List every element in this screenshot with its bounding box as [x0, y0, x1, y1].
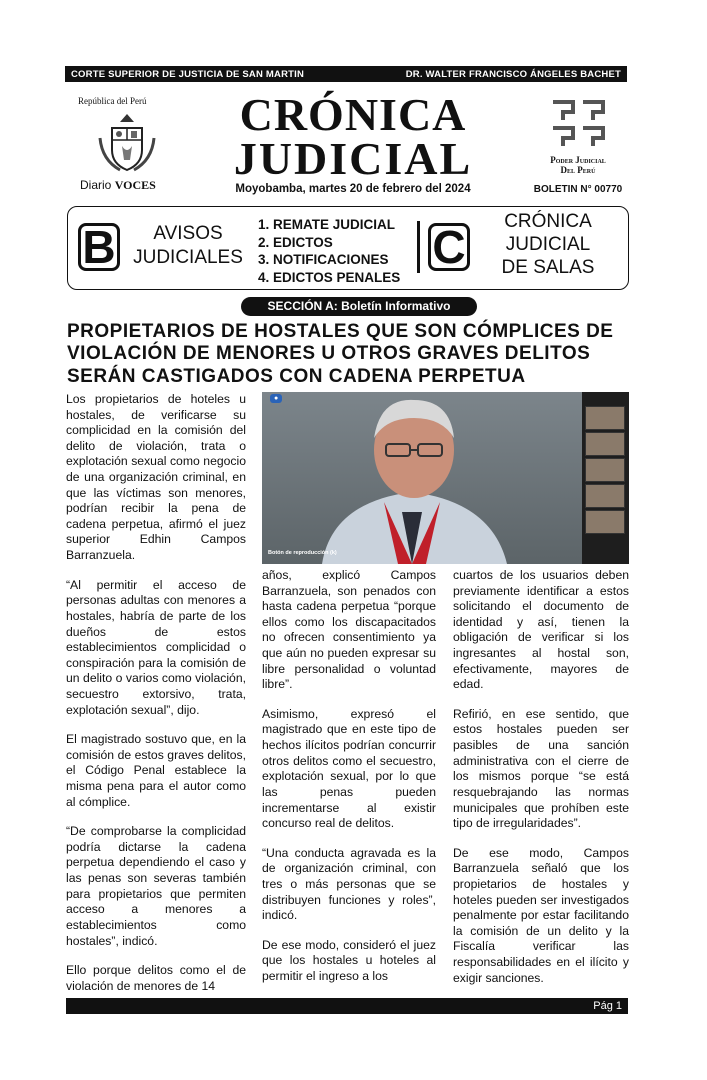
judge-portrait-icon — [262, 392, 582, 564]
boletin-number: BOLETIN N° 00770 — [533, 184, 623, 195]
poder-judicial-logo — [528, 98, 628, 195]
republica-arc-text: República del Perú — [78, 96, 147, 106]
sections-box — [67, 206, 629, 290]
poder-judicial-text — [528, 156, 628, 176]
poder-judicial-icon — [549, 98, 607, 150]
list-item: 3. NOTIFICACIONES — [258, 252, 389, 268]
masthead-line-1: CRÓNICA — [239, 89, 467, 140]
section-b-title-2: JUDICIALES — [133, 246, 243, 268]
participant-thumbnail — [585, 432, 625, 456]
judge-name: DR. WALTER FRANCISCO ÁNGELES BACHET — [405, 68, 621, 80]
section-c-title-2: JUDICIAL — [505, 233, 591, 255]
coat-of-arms-icon — [92, 108, 162, 178]
top-banner — [65, 66, 627, 82]
paragraph: Los propietarios de hoteles u hostales, de verificarse su complicidad en la comisión del delito de violación, trata o explotación sexual como negocio de una organización criminal, en que las víctimas son menores, podrían recibir la pena de cadena perpetua, afirmó el juez superior Edhin Campos Barranzuela. — [66, 392, 246, 563]
paragraph: años, explicó Campos Barranzuela, son penados con hasta cadena perpetua “porque ellos como los discapacitados no ofrecen consentimiento ya que aún no pueden expresar su libre personalidad o voluntad libre”. — [262, 568, 436, 692]
section-c-title-3: DE SALAS — [501, 256, 595, 278]
dateline: Moyobamba, martes 20 de febrero del 2024 — [235, 183, 471, 195]
video-call-sidebar — [582, 392, 629, 564]
masthead-title — [228, 89, 478, 184]
section-b-letter: B — [78, 223, 120, 271]
participant-thumbnail — [585, 406, 625, 430]
paragraph: “Una conducta agravada es la de organización criminal, con tres o más personas que se distribuyen funciones y roles”, indicó. — [262, 845, 436, 923]
caption-prefix: Diario — [80, 178, 112, 192]
video-ticker: Botón de reproducción (k) — [268, 550, 337, 556]
section-c-letter: C — [428, 223, 470, 271]
paragraph: cuartos de los usuarios deben previamente identificar a estos solicitando el documento de identidad y así, tienen la obligación de verificar si los ingresantes al hostal son, efectivamente, mayores de edad. — [453, 568, 629, 692]
footer-bar — [66, 998, 628, 1014]
diario-voces-logo — [70, 96, 180, 196]
paragraph: Refirió, en ese sentido, que estos hostales pueden ser pasibles de una sanción administrativa con el cierre de los mismos porque “se está resquebrajando las normas municipales que prohíben este tipo de irregularidades”. — [453, 706, 629, 831]
article-photo — [262, 392, 629, 564]
paragraph: De ese modo, Campos Barranzuela señaló que los propietarios de hostales y hoteles pueden ser investigados penalmente por estar facilitando la comisión de un delito y la Fiscalía verificar las responsabilidades en el ilícito y exigir sanciones. — [453, 845, 629, 985]
article-column-1 — [66, 392, 246, 1008]
article-column-3 — [453, 568, 629, 1000]
section-b-title — [124, 222, 252, 270]
paragraph: Asimismo, expresó el magistrado que en este tipo de hechos ilícitos podrían concurrir otros delitos como el secuestro, explotación sexual, por lo que las penas pueden incrementarse al existir concurso real de delitos. — [262, 706, 436, 831]
diario-voces-caption — [80, 178, 156, 193]
page-number: Pág 1 — [593, 1000, 622, 1012]
article-column-2 — [262, 568, 436, 999]
section-a-pill: SECCIÓN A: Boletín Informativo — [241, 297, 477, 316]
paragraph: De ese modo, consideró el juez que los hostales u hoteles al permitir el ingreso a los — [262, 937, 436, 984]
participant-thumbnail — [585, 458, 625, 482]
list-item: 4. EDICTOS PENALES — [258, 269, 401, 285]
broadcast-tag: ● — [270, 394, 282, 403]
participant-thumbnail — [585, 484, 625, 508]
paragraph: “Al permitir el acceso de personas adultas con menores a hostales, habría de parte de los dueños de estos establecimientos complicidad o conspiración para la comisión de un delito o varios como violación, secuestro extorsivo, trata, explotación sexual”, dijo. — [66, 577, 246, 717]
article-headline: PROPIETARIOS DE HOSTALES QUE SON CÓMPLICES DE VIOLACIÓN DE MENORES U OTROS GRAVES DELITOS SERÁN CASTIGADOS CON CADENA PERPETUA — [67, 321, 614, 387]
section-b-title-1: AVISOS — [153, 223, 223, 244]
paragraph: El magistrado sostuvo que, en la comisión de estos graves delitos, el Código Penal establece la misma pena para el autor como al cómplice. — [66, 732, 246, 809]
list-item: 1. REMATE JUDICIAL — [258, 217, 396, 232]
masthead-line-2: JUDICIAL — [233, 133, 473, 184]
section-b-list — [258, 216, 400, 286]
caption-brand: VOCES — [114, 178, 156, 192]
poder-judicial-line-2: Del Perú — [560, 164, 596, 175]
paragraph: “De comprobarse la complicidad podría dictarse la cadena perpetua dependiendo el caso y las penas son severas también para propietarios que permiten acceso a menores a establecimientos como hostales”, indicó. — [66, 824, 246, 948]
list-item: 2. EDICTOS — [258, 234, 333, 250]
section-divider — [417, 221, 420, 273]
participant-thumbnail — [585, 510, 625, 534]
section-c-title-1: CRÓNICA — [504, 211, 592, 232]
paragraph: Ello porque delitos como el de violación de menores de 14 — [66, 963, 246, 993]
court-name: CORTE SUPERIOR DE JUSTICIA DE SAN MARTIN — [71, 68, 305, 80]
section-c-title — [478, 211, 618, 279]
poder-judicial-line-1: Poder Judicial — [550, 155, 606, 165]
